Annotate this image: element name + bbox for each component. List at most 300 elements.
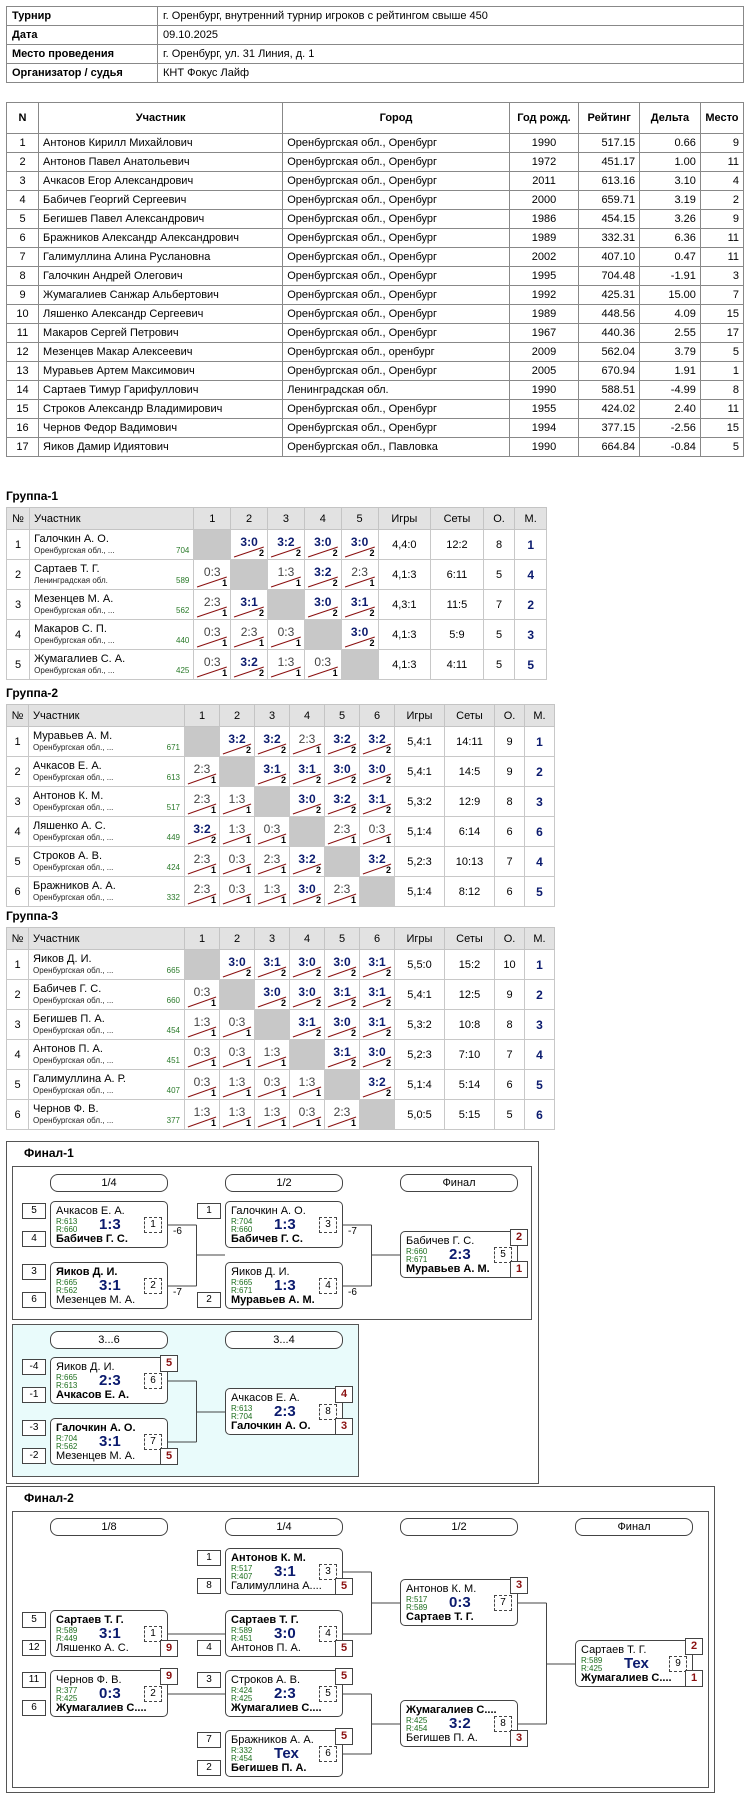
participant-cell: Оренбургская обл., Оренбург <box>283 191 510 210</box>
seed-box: 6 <box>22 1292 46 1308</box>
match-player-2: Мезенцев М. А. <box>56 1294 136 1306</box>
participant-cell: 670.94 <box>579 362 640 381</box>
match-number: 1 <box>144 1217 162 1233</box>
match-player-2: Ляшенко А. С. <box>56 1642 129 1654</box>
match-rating-2: R:454 <box>406 1724 428 1733</box>
group-result-points: 1 <box>315 1088 321 1098</box>
group-place: 3 <box>515 620 547 650</box>
group-result-score: 1:3 <box>277 564 295 579</box>
group-result-points: 2 <box>350 1058 356 1068</box>
group-player-region-text: Оренбургская обл., ... <box>33 772 114 782</box>
participant-cell: 2 <box>7 153 39 172</box>
participant-cell: Оренбургская обл., Оренбург <box>283 419 510 438</box>
group-row-num: 1 <box>7 727 29 757</box>
match-rating-2: R:660 <box>56 1225 78 1234</box>
group-games: 5,4:1 <box>395 980 445 1010</box>
group-result-points: 2 <box>350 1028 356 1038</box>
participant-cell: 659.71 <box>579 191 640 210</box>
group-player-name: Ляшенко А. С. <box>33 819 106 832</box>
group-result-score: 3:2 <box>314 564 332 579</box>
group-result-points: 2 <box>245 745 251 755</box>
match-player-1: Яиков Д. И. <box>56 1361 115 1373</box>
match-score: 2:3 <box>274 1685 296 1702</box>
match-rating-1: R:589 <box>581 1656 603 1665</box>
match-number: 2 <box>144 1278 162 1294</box>
match-rating-2: R:704 <box>231 1412 253 1421</box>
group-place: 3 <box>525 787 555 817</box>
participant-cell: Мезенцев Макар Алексеевич <box>39 343 283 362</box>
match-player-2: Сартаев Т. Г. <box>406 1611 474 1623</box>
group-games: 4,4:0 <box>378 530 431 560</box>
group-points: 8 <box>495 787 525 817</box>
group-result-points: 1 <box>245 1118 251 1128</box>
round-label: 1/2 <box>400 1518 518 1536</box>
group-col-pts: О. <box>495 705 525 727</box>
match-player-2: Бабичев Г. С. <box>231 1233 303 1245</box>
match-rating-1: R:704 <box>56 1434 78 1443</box>
match-rating-1: R:665 <box>56 1278 78 1287</box>
group-result-score: 1:3 <box>263 1104 281 1119</box>
group-result-score: 3:2 <box>298 851 316 866</box>
match-player-1: Яиков Д. И. <box>231 1266 290 1278</box>
group-result-points: 2 <box>280 745 286 755</box>
final-2-title: Финал-2 <box>24 1491 74 1505</box>
group-col-sets: Сеты <box>431 508 484 530</box>
group-player-name: Строков А. В. <box>33 849 103 862</box>
participant-cell: 16 <box>7 419 39 438</box>
group-result-points: 2 <box>259 548 265 558</box>
group-result-points: 1 <box>385 835 391 845</box>
participant-cell: Оренбургская обл., Оренбург <box>283 248 510 267</box>
match-diff: -6 <box>348 1287 357 1298</box>
group-player-rating: 440 <box>176 635 190 645</box>
group-col-opponent: 4 <box>290 928 325 950</box>
group-col-pts: О. <box>495 928 525 950</box>
participant-cell: 1986 <box>509 210 579 229</box>
group-points: 5 <box>483 620 515 650</box>
participant-cell: 517.15 <box>579 134 640 153</box>
group-result-points: 1 <box>222 668 228 678</box>
participant-cell: 1989 <box>509 305 579 324</box>
participant-cell: Оренбургская обл., Оренбург <box>283 210 510 229</box>
participant-cell: 3 <box>700 267 743 286</box>
round-label: 1/4 <box>225 1518 343 1536</box>
participant-cell: 588.51 <box>579 381 640 400</box>
group-player-region-text: Оренбургская обл., ... <box>33 742 114 752</box>
group-result-score: 0:3 <box>203 654 221 669</box>
match-player-2: Жумагалиев С.... <box>56 1702 147 1714</box>
group-result-points: 1 <box>280 865 286 875</box>
group-result-score: 1:3 <box>298 1074 316 1089</box>
info-key: Организатор / судья <box>7 64 158 83</box>
group-result-points: 1 <box>210 1118 216 1128</box>
group-player-region-text: Ленинградская обл. <box>34 575 108 585</box>
group-col-opponent: 1 <box>185 705 220 727</box>
group-result-score: 3:0 <box>298 791 316 806</box>
participant-cell: 3.19 <box>640 191 701 210</box>
group-result-points: 1 <box>245 1028 251 1038</box>
group-place: 2 <box>525 980 555 1010</box>
group-result-score: 2:3 <box>333 821 351 836</box>
match-box <box>50 1670 168 1717</box>
group-row-num: 2 <box>7 757 29 787</box>
group-player-rating: 671 <box>166 742 180 752</box>
group-result-points: 1 <box>259 638 265 648</box>
match-score: 3:0 <box>274 1625 296 1642</box>
group-col-sets: Сеты <box>445 928 495 950</box>
match-player-1: Галочкин А. О. <box>231 1205 306 1217</box>
group-col-opponent: 6 <box>360 705 395 727</box>
participant-cell: 613.16 <box>579 172 640 191</box>
match-rating-2: R:671 <box>231 1286 253 1295</box>
seed-box: -3 <box>22 1420 46 1436</box>
group-col-place: М. <box>515 508 547 530</box>
group-result-score: 3:0 <box>263 984 281 999</box>
match-rating-1: R:377 <box>56 1686 78 1695</box>
match-box <box>225 1548 343 1595</box>
group-result-score: 3:0 <box>240 534 258 549</box>
group-result-points: 2 <box>385 745 391 755</box>
seed-box: 12 <box>22 1640 46 1656</box>
round-label: Финал <box>400 1174 518 1192</box>
group-result-points: 2 <box>280 998 286 1008</box>
participant-cell: 2002 <box>509 248 579 267</box>
match-rating-1: R:613 <box>231 1404 253 1413</box>
final-place-badge: 1 <box>510 1261 528 1278</box>
group-result-points: 1 <box>332 668 338 678</box>
group-sets: 7:10 <box>445 1040 495 1070</box>
match-diff: -6 <box>173 1226 182 1237</box>
group-result-points: 2 <box>295 548 301 558</box>
seed-box: 5 <box>22 1612 46 1628</box>
participant-cell: 1972 <box>509 153 579 172</box>
group-player-name: Чернов Ф. В. <box>33 1102 99 1115</box>
group-place: 1 <box>525 727 555 757</box>
group-place: 4 <box>515 560 547 590</box>
match-player-1: Бабичев Г. С. <box>406 1235 475 1247</box>
group-result-points: 2 <box>315 805 321 815</box>
group-result-points: 1 <box>222 608 228 618</box>
group-result-points: 1 <box>245 895 251 905</box>
group-result-score: 3:0 <box>314 534 332 549</box>
participant-cell: 664.84 <box>579 438 640 457</box>
group-points: 9 <box>495 757 525 787</box>
group-player-region-text: Оренбургская обл., ... <box>33 802 114 812</box>
group-col-opponent: 3 <box>268 508 305 530</box>
participant-cell: Антонов Кирилл Михайлович <box>39 134 283 153</box>
group-col-opponent: 2 <box>231 508 268 530</box>
participant-cell: 17 <box>700 324 743 343</box>
group-result-points: 1 <box>210 775 216 785</box>
group-result-score: 3:2 <box>368 731 386 746</box>
participant-cell: Чернов Федор Вадимович <box>39 419 283 438</box>
group-col-opponent: 2 <box>220 928 255 950</box>
match-score: 1:3 <box>274 1277 296 1294</box>
group-result-score: 3:0 <box>350 624 369 639</box>
group-result-points: 1 <box>245 865 251 875</box>
group-points: 8 <box>495 1010 525 1040</box>
group-result-points: 1 <box>210 1088 216 1098</box>
participant-cell: 3 <box>7 172 39 191</box>
participant-cell: 1990 <box>509 438 579 457</box>
group-result-score: 3:0 <box>298 881 316 896</box>
participant-cell: 11 <box>700 400 743 419</box>
group-points: 7 <box>495 847 525 877</box>
group-result-score: 2:3 <box>193 881 211 896</box>
participant-cell: Оренбургская обл., Оренбург <box>283 229 510 248</box>
group-row-num: 1 <box>7 950 29 980</box>
group-place: 2 <box>515 590 547 620</box>
group-result-points: 1 <box>245 1088 251 1098</box>
group-col-opponent: 6 <box>360 928 395 950</box>
match-player-2: Муравьев А. М. <box>231 1294 315 1306</box>
group-row-num: 1 <box>7 530 30 560</box>
group-player-rating: 449 <box>166 832 180 842</box>
group-col-opponent: 5 <box>341 508 378 530</box>
seed-box: 2 <box>197 1292 221 1308</box>
group-sets: 14:5 <box>445 757 495 787</box>
group-player-name: Бражников А. А. <box>33 879 116 892</box>
match-score: Тех <box>274 1745 299 1762</box>
group-result-points: 2 <box>350 745 356 755</box>
group-result-score: 3:1 <box>368 984 386 999</box>
match-rating-2: R:454 <box>231 1754 253 1763</box>
group-result-score: 3:0 <box>314 594 332 609</box>
participant-cell: 5 <box>700 343 743 362</box>
participant-cell: 13 <box>7 362 39 381</box>
group-result-score: 0:3 <box>228 881 246 896</box>
group-row-num: 5 <box>7 1070 29 1100</box>
participant-cell: Оренбургская обл., Павловка <box>283 438 510 457</box>
group-result-score: 3:1 <box>263 761 281 776</box>
group-points: 6 <box>495 817 525 847</box>
participant-cell: 11 <box>700 248 743 267</box>
group-player-name: Галимуллина А. Р. <box>33 1072 126 1085</box>
group-sets: 10:13 <box>445 847 495 877</box>
participant-cell: Оренбургская обл., Оренбург <box>283 400 510 419</box>
match-player-1: Сартаев Т. Г. <box>581 1644 647 1656</box>
seed-box: 3 <box>22 1264 46 1280</box>
group-result-score: 2:3 <box>203 594 221 609</box>
group-sets: 12:9 <box>445 787 495 817</box>
match-box <box>225 1610 343 1657</box>
group-result-points: 2 <box>315 998 321 1008</box>
group-result-points: 1 <box>222 578 228 588</box>
participant-cell: 3.79 <box>640 343 701 362</box>
final-1-title: Финал-1 <box>24 1146 74 1160</box>
group-place: 5 <box>515 650 547 680</box>
group-col-sets: Сеты <box>445 705 495 727</box>
match-diff: -7 <box>348 1226 357 1237</box>
group-sets: 6:11 <box>431 560 484 590</box>
group-result-points: 2 <box>315 1028 321 1038</box>
participant-cell: 1.91 <box>640 362 701 381</box>
match-player-1: Антонов К. М. <box>231 1552 306 1564</box>
match-number: 2 <box>144 1686 162 1702</box>
group-row-num: 5 <box>7 847 29 877</box>
group-col-name: Участник <box>29 705 185 727</box>
group-result-points: 2 <box>385 968 391 978</box>
match-player-1: Галочкин А. О. <box>56 1422 136 1434</box>
group-player-name: Сартаев Т. Г. <box>34 562 100 575</box>
group-row-num: 4 <box>7 620 30 650</box>
participant-cell: 3.10 <box>640 172 701 191</box>
participant-cell: 1994 <box>509 419 579 438</box>
group-player-name: Мезенцев М. А. <box>34 592 114 605</box>
group-result-points: 2 <box>385 1058 391 1068</box>
group-result-points: 1 <box>210 1058 216 1068</box>
participant-cell: Антонов Павел Анатольевич <box>39 153 283 172</box>
group-result-points: 2 <box>210 835 216 845</box>
group-result-points: 2 <box>385 998 391 1008</box>
group-player-rating: 665 <box>166 965 180 975</box>
participant-cell: 0.66 <box>640 134 701 153</box>
group-result-score: 3:0 <box>333 954 351 969</box>
group-games: 4,3:1 <box>378 590 431 620</box>
match-number: 1 <box>144 1626 162 1642</box>
participant-cell: 377.15 <box>579 419 640 438</box>
participant-cell: 1989 <box>509 229 579 248</box>
group-result-score: 2:3 <box>351 564 368 579</box>
match-box <box>400 1700 518 1747</box>
match-player-2: Муравьев А. М. <box>406 1263 490 1275</box>
group-player-name: Антонов П. А. <box>33 1042 103 1055</box>
match-player-2: Антонов П. А. <box>231 1642 301 1654</box>
participant-cell: Оренбургская обл., Оренбург <box>283 134 510 153</box>
group-result-points: 2 <box>259 668 265 678</box>
group-col-games: Игры <box>378 508 431 530</box>
group-result-score: 1:3 <box>228 821 246 836</box>
bracket-connector <box>518 1603 575 1724</box>
group-row-num: 4 <box>7 1040 29 1070</box>
group-games: 4,1:3 <box>378 560 431 590</box>
group-col-name: Участник <box>30 508 194 530</box>
match-rating-1: R:424 <box>231 1686 253 1695</box>
group-result-points: 1 <box>280 835 286 845</box>
group-result-points: 2 <box>315 775 321 785</box>
group-place: 1 <box>525 950 555 980</box>
participants-column-header: N <box>7 103 39 134</box>
group-games: 4,1:3 <box>378 650 431 680</box>
group-result-points: 2 <box>385 805 391 815</box>
group-result-score: 3:0 <box>298 984 316 999</box>
group-row-num: 3 <box>7 1010 29 1040</box>
group-result-score: 2:3 <box>333 881 351 896</box>
group-result-score: 0:3 <box>314 654 332 669</box>
group-col-opponent: 1 <box>194 508 231 530</box>
group-sets: 12:5 <box>445 980 495 1010</box>
group-col-opponent: 5 <box>325 705 360 727</box>
group-games: 5,4:1 <box>395 727 445 757</box>
participant-cell: Строков Александр Владимирович <box>39 400 283 419</box>
group-player-region-text: Оренбургская обл., ... <box>33 1025 114 1035</box>
participant-cell: Оренбургская обл., Оренбург <box>283 324 510 343</box>
group-row-num: 4 <box>7 817 29 847</box>
group-games: 5,1:4 <box>395 1070 445 1100</box>
group-result-score: 0:3 <box>228 1044 246 1059</box>
match-player-1: Сартаев Т. Г. <box>56 1614 124 1626</box>
group-result-points: 2 <box>315 895 321 905</box>
participant-cell: Жумагалиев Санжар Альбертович <box>39 286 283 305</box>
group-result-score: 1:3 <box>228 791 246 806</box>
group-result-score: 1:3 <box>193 1014 211 1029</box>
match-score: 3:1 <box>99 1433 121 1450</box>
match-score: 3:1 <box>99 1625 121 1642</box>
group-result-score: 1:3 <box>263 881 281 896</box>
group-result-points: 1 <box>280 1058 286 1068</box>
match-rating-2: R:562 <box>56 1286 78 1295</box>
match-rating-2: R:407 <box>231 1572 253 1581</box>
participant-cell: -0.84 <box>640 438 701 457</box>
group-player-region-text: Оренбургская обл., ... <box>33 995 114 1005</box>
participant-cell: 448.56 <box>579 305 640 324</box>
match-player-1: Яиков Д. И. <box>56 1266 118 1278</box>
group-games: 5,5:0 <box>395 950 445 980</box>
group-result-points: 2 <box>350 968 356 978</box>
group-row-num: 5 <box>7 650 30 680</box>
final-place-badge: 2 <box>685 1638 703 1655</box>
participant-cell: Оренбургская обл., Оренбург <box>283 286 510 305</box>
participant-cell: Оренбургская обл., Оренбург <box>283 267 510 286</box>
participant-cell: Ачкасов Егор Александрович <box>39 172 283 191</box>
participant-cell: -2.56 <box>640 419 701 438</box>
group-player-rating: 660 <box>166 995 180 1005</box>
group-place: 4 <box>525 1040 555 1070</box>
group-result-score: 0:3 <box>228 1014 246 1029</box>
group-result-score: 3:1 <box>368 954 386 969</box>
final-place-badge: 9 <box>160 1668 178 1685</box>
participant-cell: 2009 <box>509 343 579 362</box>
participant-cell: 10 <box>7 305 39 324</box>
match-rating-1: R:704 <box>231 1217 253 1226</box>
group-result-score: 1:3 <box>263 1044 281 1059</box>
participant-cell: Сартаев Тимур Гарифуллович <box>39 381 283 400</box>
group-games: 5,1:4 <box>395 877 445 907</box>
group-result-points: 1 <box>295 578 301 588</box>
match-score: 0:3 <box>449 1594 471 1611</box>
group-player-rating: 407 <box>166 1085 180 1095</box>
group-result-score: 3:0 <box>333 1014 351 1029</box>
match-score: 2:3 <box>99 1372 121 1389</box>
group-result-score: 3:2 <box>240 654 258 669</box>
match-number: 8 <box>319 1404 337 1420</box>
group-sets: 6:14 <box>445 817 495 847</box>
seed-box: 6 <box>22 1700 46 1716</box>
group-games: 4,1:3 <box>378 620 431 650</box>
match-player-1: Сартаев Т. Г. <box>231 1614 299 1626</box>
group-points: 5 <box>483 560 515 590</box>
round-label: 1/2 <box>225 1174 343 1192</box>
group-result-points: 1 <box>280 1088 286 1098</box>
group-col-opponent: 4 <box>290 705 325 727</box>
participant-cell: 1 <box>700 362 743 381</box>
match-number: 5 <box>494 1247 512 1263</box>
match-number: 7 <box>144 1434 162 1450</box>
participants-column-header: Дельта <box>640 103 701 134</box>
participant-cell: 12 <box>7 343 39 362</box>
group-result-score: 0:3 <box>193 1074 211 1089</box>
match-number: 6 <box>319 1746 337 1762</box>
match-diff: -7 <box>173 1287 182 1298</box>
group-result-score: 1:3 <box>228 1104 246 1119</box>
participant-cell: 5 <box>7 210 39 229</box>
group-result-score: 0:3 <box>298 1104 316 1119</box>
group-result-score: 3:1 <box>333 1044 351 1059</box>
group-result-points: 2 <box>280 968 286 978</box>
group-result-points: 1 <box>210 998 216 1008</box>
match-player-2: Ачкасов Е. А. <box>56 1389 130 1401</box>
group-row-num: 2 <box>7 980 29 1010</box>
